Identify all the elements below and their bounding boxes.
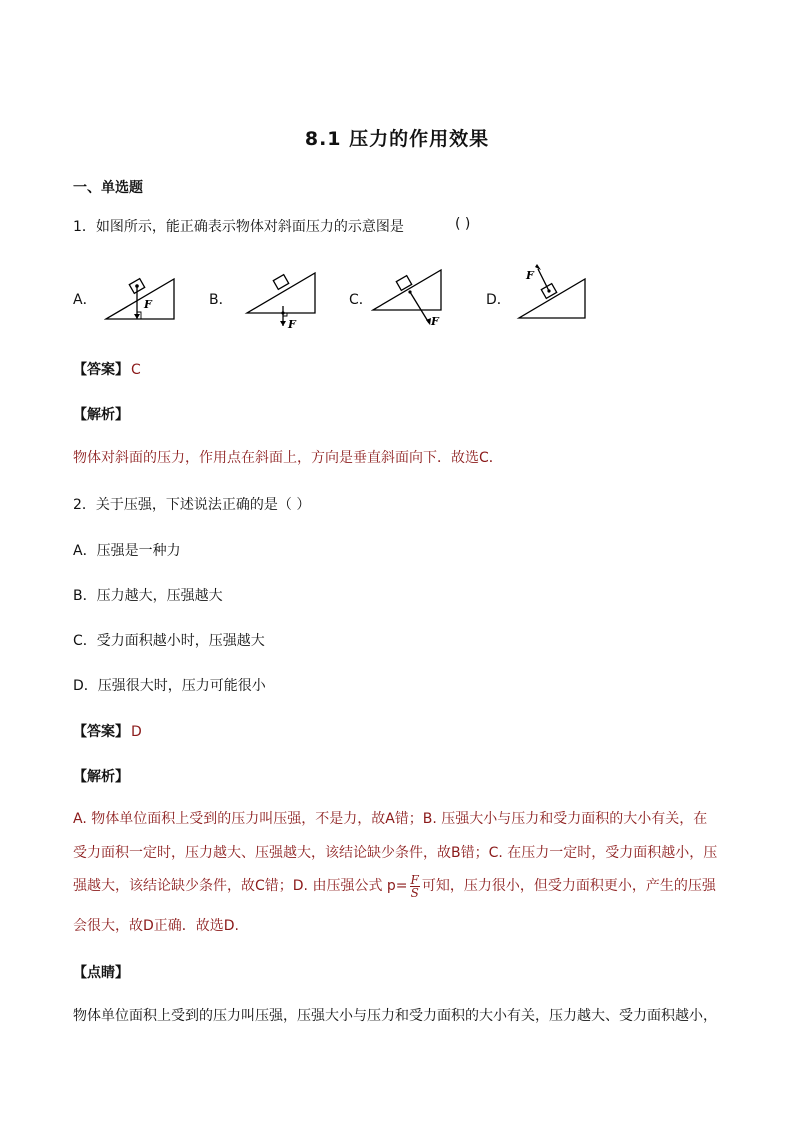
q2-stem: 2．关于压强，下述说法正确的是（ ） xyxy=(73,497,311,513)
q1-answer-value: C xyxy=(131,362,141,378)
q2-analysis-line-3-pre: 强越大，该结论缺少条件，故C错；D. 由压强公式 p= xyxy=(73,878,408,894)
q2-answer-tag: 【答案】 xyxy=(73,724,129,740)
q1-option-c-label: C． xyxy=(349,292,373,308)
q2-analysis-line-3 xyxy=(73,873,716,900)
q2-option-c: C．受力面积越小时，压强越大 xyxy=(73,633,265,649)
q1-answer xyxy=(73,359,141,379)
q1-option-a-diagram xyxy=(104,268,180,324)
q2-option-a: A．压强是一种力 xyxy=(73,543,181,559)
q2-analysis-line-4: 会很大，故D正确．故选D. xyxy=(73,918,240,934)
q2-comment-text: 物体单位面积上受到的压力叫压强，压强大小与压力和受力面积的大小有关，压力越大、受力面积越小， xyxy=(73,1008,717,1024)
q2-answer xyxy=(73,721,142,741)
q1-option-d-diagram xyxy=(515,261,591,323)
q1-option-b-force-label: F xyxy=(288,318,296,331)
q1-option-b-diagram xyxy=(243,268,323,332)
page-title: 8.1 压力的作用效果 xyxy=(304,128,490,150)
q1-option-a-force-label: F xyxy=(144,298,152,311)
formula-denominator: S xyxy=(410,885,419,900)
q2-analysis-line-2: 受力面积一定时，压力越大、压强越大，该结论缺少条件，故B错；C. 在压力一定时，受力面积越小，压 xyxy=(73,845,718,861)
q1-answer-paren: ( ) xyxy=(455,216,471,232)
q1-option-d-force-label: F xyxy=(526,269,534,282)
q2-option-d: D．压强很大时，压力可能很小 xyxy=(73,678,266,694)
q1-analysis-tag: 【解析】 xyxy=(73,407,129,423)
q1-option-c-force-label: F xyxy=(431,315,439,328)
q1-analysis-text: 物体对斜面的压力，作用点在斜面上，方向是垂直斜面向下．故选C． xyxy=(73,450,503,466)
q1-option-a-label: A． xyxy=(73,292,97,308)
q1-option-b-label: B． xyxy=(209,292,233,308)
formula-numerator: F xyxy=(410,872,419,887)
q2-analysis-line-1: A. 物体单位面积上受到的压力叫压强，不是力，故A错；B. 压强大小与压力和受力面积的大小有关，在 xyxy=(73,811,708,827)
q2-answer-value: D xyxy=(131,724,142,740)
q2-option-b: B．压力越大，压强越大 xyxy=(73,588,223,604)
q1-answer-tag: 【答案】 xyxy=(73,362,129,378)
q2-comment-tag: 【点睛】 xyxy=(73,965,129,981)
section-heading: 一、单选题 xyxy=(73,180,143,196)
q1-option-d-label: D． xyxy=(486,292,511,308)
q2-analysis-tag: 【解析】 xyxy=(73,769,129,785)
q2-analysis-line-3-post: 可知，压力很小，但受力面积更小，产生的压强 xyxy=(421,878,716,894)
pressure-formula xyxy=(410,874,420,899)
q1-stem: 1．如图所示，能正确表示物体对斜面压力的示意图是 xyxy=(73,219,404,235)
q1-option-c-diagram xyxy=(371,266,449,330)
